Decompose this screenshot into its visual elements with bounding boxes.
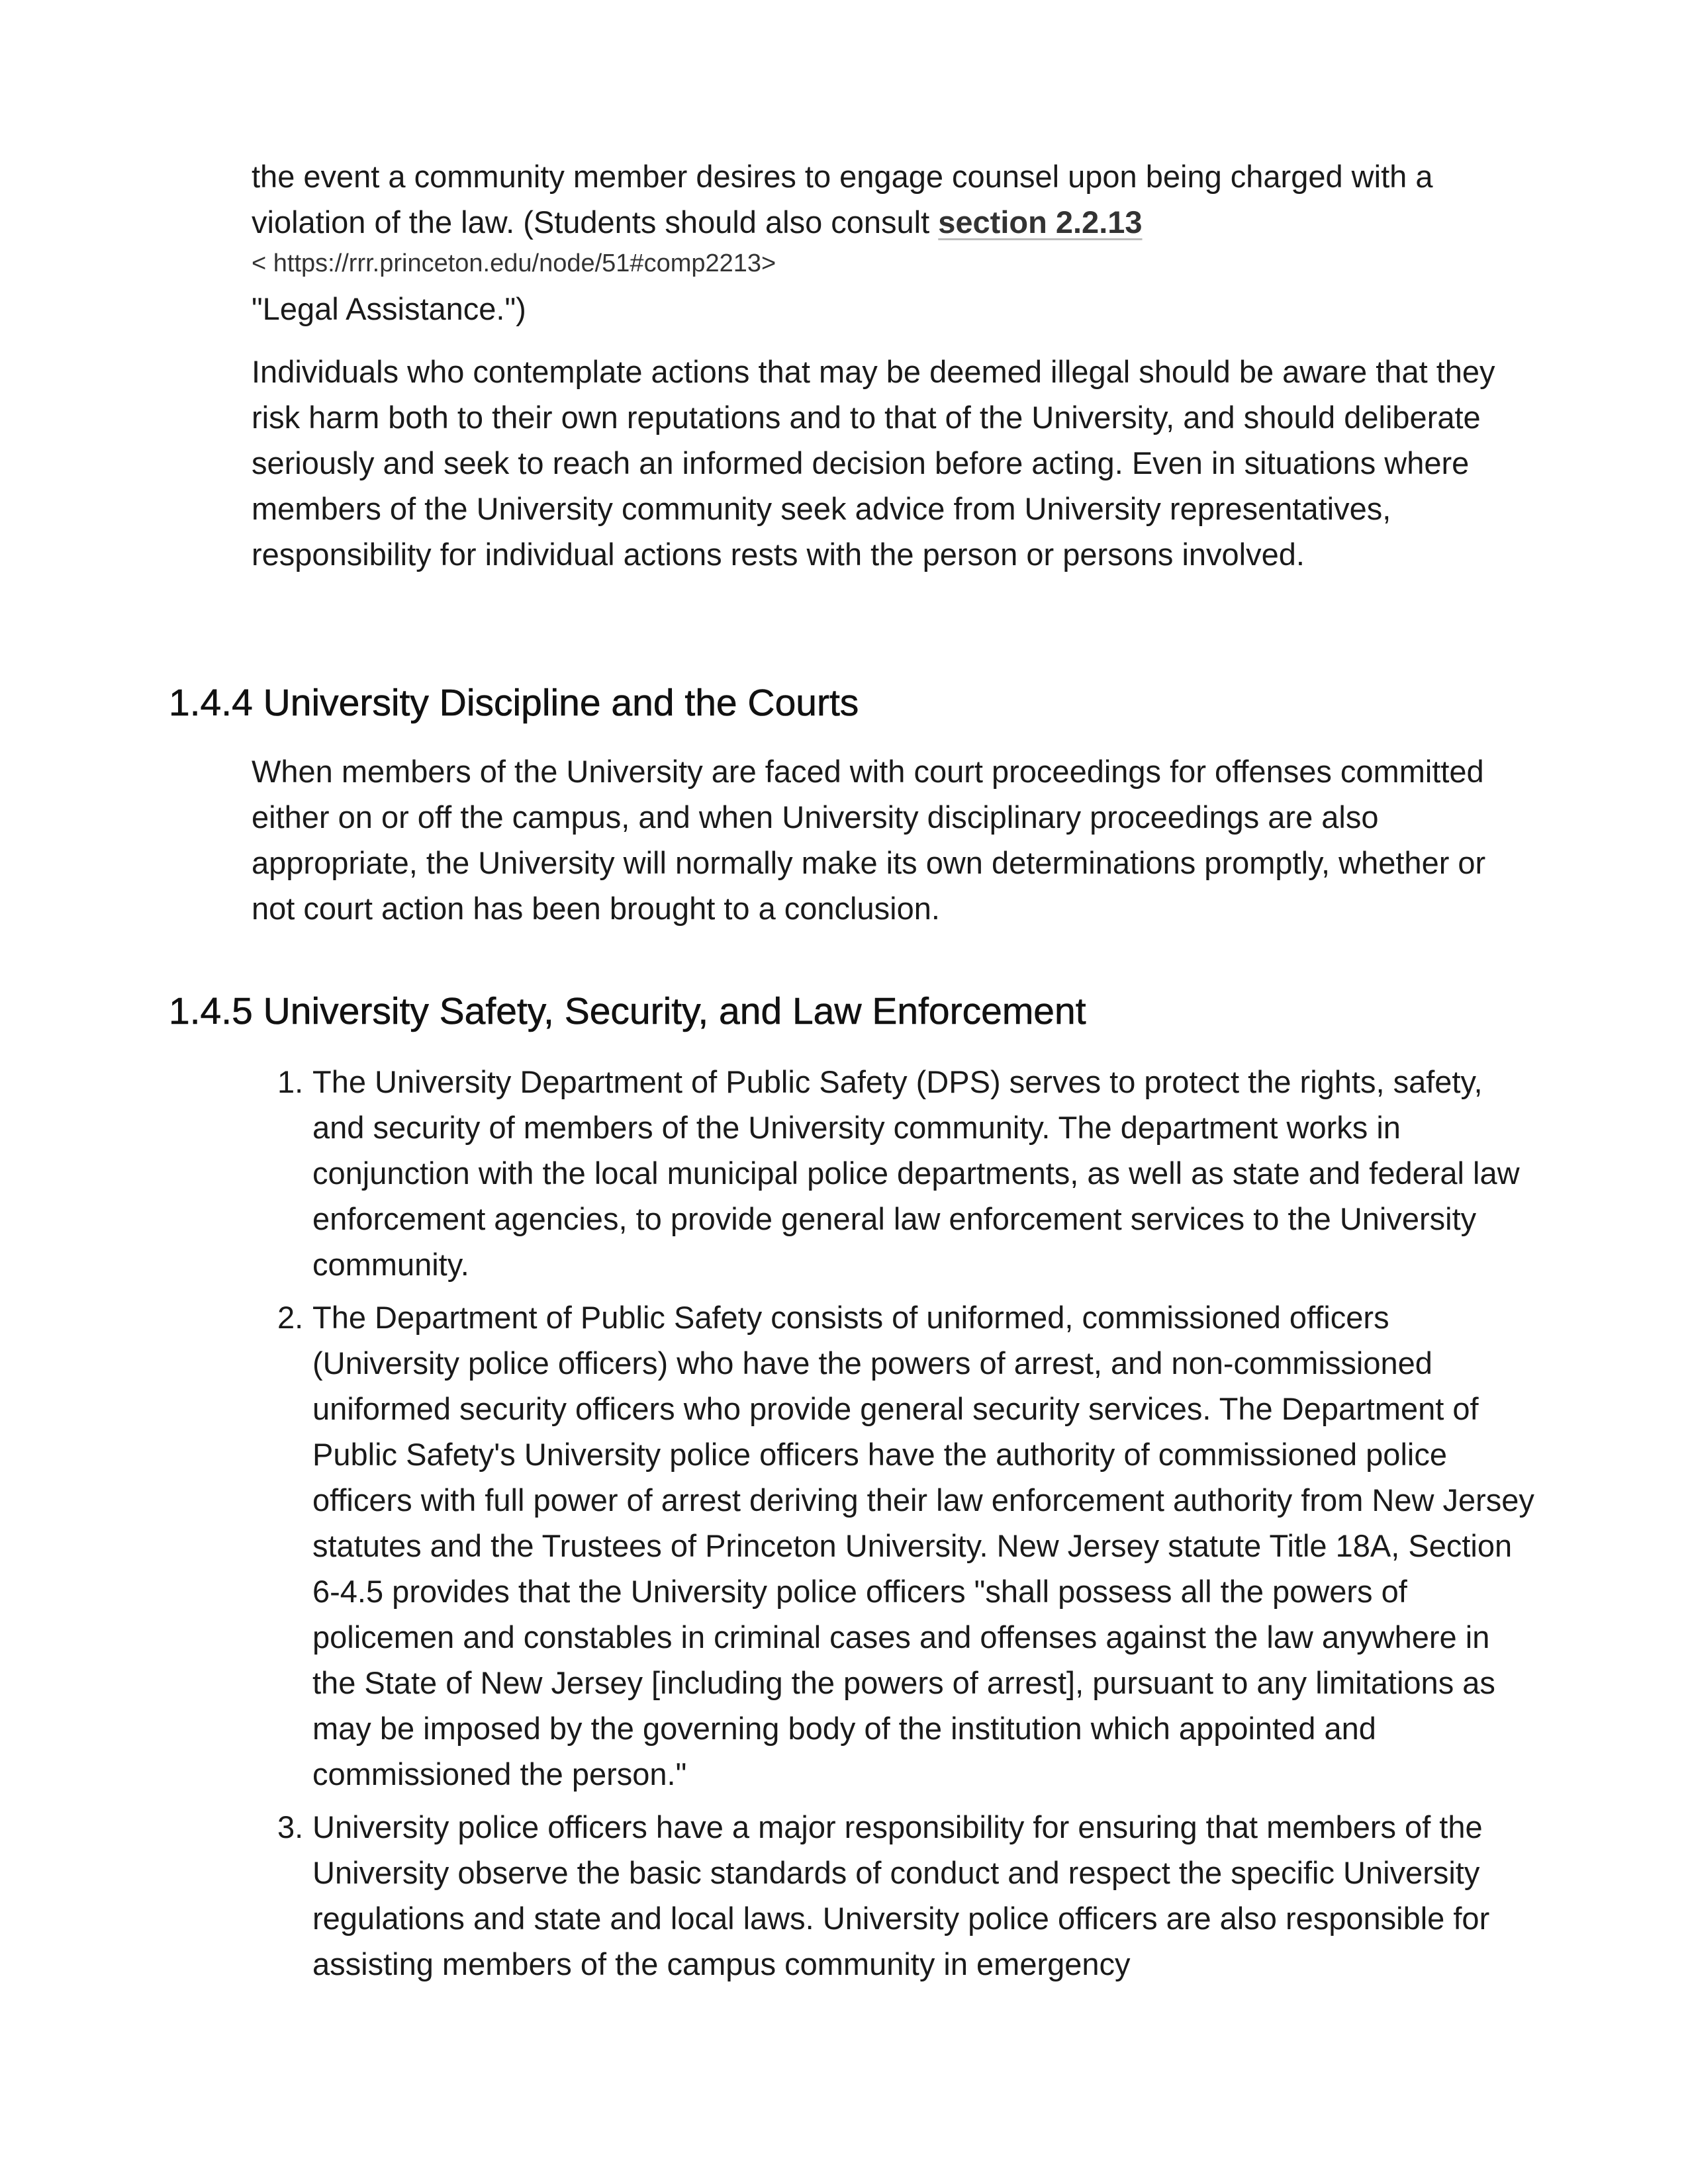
section-1-4-5-heading: 1.4.5 University Safety, Security, and Law Enforcement <box>169 990 1086 1032</box>
section-2-2-13-link[interactable]: section 2.2.13 <box>938 205 1143 240</box>
individuals-paragraph: Individuals who contemplate actions that may be deemed illegal should be aware that they risk harm both to their own reputations and to that of the University, and should deliberate seriously and seek to reach an informed decision before acting. Even in situations where members of the University community seek advice from University representatives, responsibility for individual actions rests with the person or persons involved. <box>252 354 1495 572</box>
list-item-text: University police officers have a major responsibility for ensuring that members of the University observe the basic standards of conduct and respect the specific University regulations and state and local laws. University police officers are also responsible for assisting members of the campus community in emergency <box>312 1809 1490 1981</box>
list-item <box>277 1059 1537 1287</box>
intro-text: the event a community member desires to engage counsel upon being charged with a violation of the law. (Students should also consult <box>252 159 1433 240</box>
list-item <box>277 1804 1537 1987</box>
legal-assistance-text: "Legal Assistance.") <box>252 291 526 326</box>
list-item-number: 1. <box>277 1064 304 1099</box>
safety-list <box>277 1059 1537 1994</box>
list-item-text: The Department of Public Safety consists of uniformed, commissioned officers (University police officers) who have the powers of arrest, and non-commissioned uniformed security officers who provide general security services. The Department of Public Safety's University police officers have the authority of commissioned police officers with full power of arrest deriving their law enforcement authority from New Jersey statutes and the Trustees of Princeton University. New Jersey statute Title 18A, Section 6-4.5 provides that the University police officers "shall possess all the powers of policemen and constables in criminal cases and offenses against the law anywhere in the State of New Jersey [including the powers of arrest], pursuant to any limitations as may be imposed by the governing body of the institution which appointed and commissioned the person." <box>312 1300 1534 1792</box>
section-1-4-4-body: When members of the University are faced with court proceedings for offenses committed either on or off the campus, and when University disciplinary proceedings are also appropriate, the University will normally make its own determinations promptly, whether or not court action has been brought to a conclusion. <box>252 754 1486 926</box>
list-item-number: 2. <box>277 1300 304 1335</box>
list-item <box>277 1295 1537 1797</box>
list-item-number: 3. <box>277 1809 304 1844</box>
list-item-text: The University Department of Public Safety (DPS) serves to protect the rights, safety, and security of members of the University community. The department works in conjunction with the local municipal police departments, as well as state and federal law enforcement agencies, to provide general law enforcement services to the University community. <box>312 1064 1520 1282</box>
section-1-4-4-heading: 1.4.4 University Discipline and the Courts <box>169 682 859 724</box>
intro-paragraph <box>252 154 1536 245</box>
link-url-text: < https://rrr.princeton.edu/node/51#comp2213> <box>252 250 776 277</box>
